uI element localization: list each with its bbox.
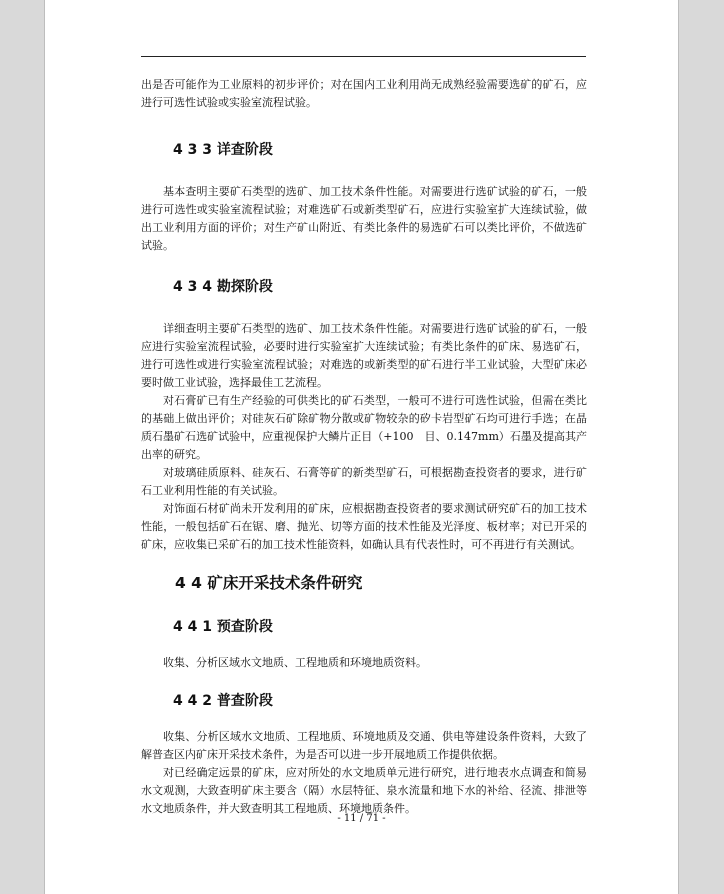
section-434-paragraph-2: 对石膏矿已有生产经验的可供类比的矿石类型，一般可不进行可选性试验，但需在类比的基础上做出评价；对硅灰石矿除矿物分散或矿物较杂的矽卡岩型矿石均可进行手选；在晶质石墨矿石选矿试验中，应重视保护大鳞片正目（+100 目、0.147mm）石墨及提高其产出率的研究。	[141, 394, 587, 461]
section-heading-433: 4 3 3 详查阶段	[173, 142, 273, 158]
section-442-paragraph-2: 对已经确定远景的矿床，应对所处的水文地质单元进行研究，进行地表水点调查和简易水文观测，大致查明矿床主要含（隔）水层特征、泉水流量和地下水的补给、径流、排泄等水文地质条件，并大致查明其工程地质、环境地质条件。	[141, 766, 587, 815]
page-content	[141, 76, 587, 818]
section-441-paragraph-1: 收集、分析区域水文地质、工程地质和环境地质资料。	[163, 656, 427, 669]
section-434-paragraph-4: 对饰面石材矿尚未开发利用的矿床，应根据勘查投资者的要求测试研究矿石的加工技术性能，一般包括矿石在锯、磨、抛光、切等方面的技术性能及光泽度、板材率；对已开采的矿床，应收集已采矿石的加工技术性能资料，如确认具有代表性时，可不再进行有关测试。	[141, 502, 587, 551]
header-rule	[141, 56, 586, 57]
section-433-paragraph-1: 基本查明主要矿石类型的选矿、加工技术条件性能。对需要进行选矿试验的矿石，一般进行可选性或实验室流程试验；对难选矿石或新类型矿石，应进行实验室扩大连续试验，做出工业利用方面的评价；对生产矿山附近、有类比条件的易选矿石可以类比评价，不做选矿试验。	[141, 185, 587, 252]
section-heading-434: 4 3 4 勘探阶段	[173, 279, 273, 295]
document-page	[44, 0, 679, 894]
section-442-paragraph-1: 收集、分析区域水文地质、工程地质、环境地质及交通、供电等建设条件资料，大致了解普查区内矿床开采技术条件，为是否可以进一步开展地质工作提供依据。	[141, 730, 587, 761]
chapter-heading-44: 4 4 矿床开采技术条件研究	[175, 574, 363, 592]
section-434-paragraph-1: 详细查明主要矿石类型的选矿、加工技术条件性能。对需要进行选矿试验的矿石，一般应进行实验室流程试验，必要时进行实验室扩大连续试验；有类比条件的矿床、易选矿石，进行可选性或进行实验室流程试验；对难选的或新类型的矿石进行半工业试验，大型矿床必要时做工业试验，选择最佳工艺流程。	[141, 322, 587, 389]
page-number-footer: - 11 / 71 -	[337, 813, 386, 824]
section-434-paragraph-3: 对玻璃硅质原料、硅灰石、石膏等矿的新类型矿石，可根据勘查投资者的要求，进行矿石工业利用性能的有关试验。	[141, 466, 587, 497]
lead-paragraph: 出是否可能作为工业原料的初步评价；对在国内工业利用尚无成熟经验需要选矿的矿石，应进行可选性试验或实验室流程试验。	[141, 78, 587, 109]
section-heading-442: 4 4 2 普查阶段	[173, 693, 273, 709]
section-heading-441: 4 4 1 预查阶段	[173, 619, 273, 635]
